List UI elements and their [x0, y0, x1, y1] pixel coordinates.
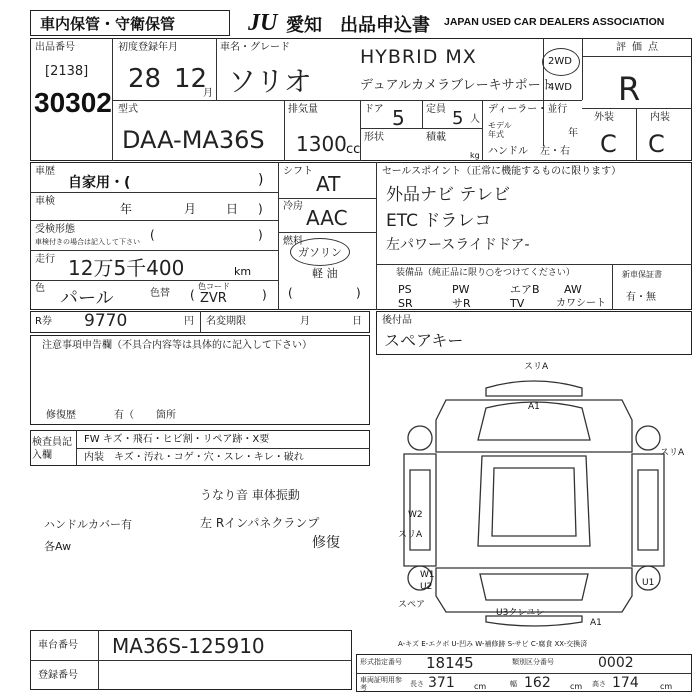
displacement-value: 1300: [296, 132, 347, 156]
color-code: ZVR: [200, 291, 227, 306]
warranty-label: 新車保証書: [622, 270, 662, 279]
drive-2wd-circle: [542, 48, 580, 76]
type-value: DAA-MA36S: [122, 126, 265, 154]
inspection-label: 車検: [35, 196, 55, 207]
equipment-ps: PS: [398, 283, 412, 296]
height-unit: cm: [660, 682, 673, 691]
inspection-month: 月: [184, 202, 197, 216]
shift-value: AT: [316, 172, 341, 196]
equipment-aw: AW: [564, 283, 582, 296]
damage-mark-3: スリA: [660, 448, 685, 458]
damage-mark-7: W1: [420, 570, 435, 580]
after-parts-label: 後付品: [382, 315, 412, 326]
ref-label: 車両証明用参考: [360, 676, 402, 692]
lot-label: 出品番号: [35, 42, 75, 53]
chassis-value: MA36S-125910: [112, 634, 265, 658]
receipt-note: 車検付きの場合は記入して下さい: [35, 238, 140, 246]
length-value: 371: [428, 675, 455, 691]
color-code-label: 色コード: [198, 282, 230, 291]
brand-logo: [248, 10, 288, 36]
model-name: ソリオ: [228, 65, 312, 98]
handle-label: ハンドル: [488, 146, 528, 157]
color-change-label: 色替: [150, 288, 170, 299]
notes-label: 注意事項申告欄（不具合内容等は具体的に記入して下さい）: [42, 340, 312, 351]
name-change-month: 月: [300, 316, 310, 327]
damage-mark-2: A1: [528, 402, 540, 412]
dealer-label: ディーラー・並行: [488, 104, 568, 115]
grade-line2: デュアルカメラブレーキサポート: [360, 78, 554, 93]
inspector-comment-4: ハンドルカバー有: [44, 518, 132, 531]
equipment-leather: カワシート: [556, 298, 606, 309]
load-label: 積載: [426, 132, 446, 143]
evaluation-score: R: [618, 70, 641, 108]
aircon-label: 冷房: [283, 201, 303, 212]
doors-value: 5: [392, 106, 405, 130]
inspector-fw-row: FW キズ・飛石・ヒビ割・リペア跡・X要: [84, 434, 270, 445]
damage-mark-5: スリA: [398, 530, 423, 540]
color-label: 色: [35, 283, 45, 294]
inspector-comment-3: 修復: [312, 535, 340, 551]
color-code-open: (: [190, 288, 195, 302]
brand-mark: JU: [248, 10, 278, 36]
registration-month-unit: 月: [203, 88, 213, 99]
evaluation-exterior-label: 外装: [594, 112, 614, 123]
fuel-circle: [290, 238, 350, 266]
selling-point-3: 左パワースライドドア-: [386, 237, 530, 253]
grade-line1: HYBRID MX: [360, 46, 477, 68]
fuel-close: ): [356, 286, 361, 300]
inspector-label: 検査員記入欄: [32, 437, 72, 461]
name-change-label: 名変期限: [206, 316, 246, 327]
load-unit: kg: [470, 151, 480, 160]
evaluation-interior-label: 内装: [650, 112, 670, 123]
capacity-label: 定員: [426, 104, 446, 115]
auth-value: 18145: [426, 654, 474, 672]
drive-4wd: 4WD: [548, 82, 572, 93]
fuel-alt: 軽 油: [312, 267, 338, 280]
equipment-pw: PW: [452, 283, 470, 296]
equipment-airbag: エアB: [510, 283, 540, 296]
damage-mark-1: スリA: [524, 362, 549, 372]
auth-label: 形式指定番号: [360, 658, 402, 666]
inspector-int-label: 内装: [84, 452, 104, 463]
evaluation-exterior: C: [600, 130, 617, 158]
diagram-legend: A-キズ E-エクボ U-凹み W-補修跡 S-サビ C-腐食 XX-交換済: [398, 640, 588, 648]
height-value: 174: [612, 675, 639, 691]
mileage-label: 走行: [35, 254, 55, 265]
model-label: 車名・グレード: [220, 42, 290, 53]
equipment-label: 装備品（純正品に限り○をつけてください）: [396, 268, 575, 278]
registration-label: 初度登録年月: [118, 42, 178, 53]
registration-month: 12: [174, 64, 208, 94]
plate-label: 登録番号: [38, 670, 78, 681]
recycle-value: 9770: [84, 311, 128, 331]
capacity-value: 5: [452, 108, 464, 129]
lot-sub-number: [2138]: [45, 64, 89, 79]
equipment-sr: SR: [398, 297, 413, 310]
length-unit: cm: [474, 682, 487, 691]
width-label: 幅: [510, 680, 517, 688]
receipt-close: ): [258, 228, 263, 242]
equipment-tv: TV: [510, 297, 525, 310]
type-label: 型式: [118, 104, 138, 115]
after-parts-value: スペアキー: [384, 331, 464, 350]
selling-point-1: 外品ナビ テレビ: [386, 185, 511, 205]
inspector-int-row: キズ・汚れ・コゲ・穴・スレ・キレ・破れ: [114, 452, 304, 463]
inspector-comment-5: 各Aw: [44, 540, 72, 553]
handle-options: 左・右: [540, 146, 570, 157]
lot-number: 30302: [34, 87, 112, 118]
shift-label: シフト: [283, 166, 313, 177]
damage-mark-10: A1: [590, 618, 602, 628]
mileage-unit: km: [234, 265, 252, 278]
capacity-unit: 人: [470, 114, 480, 125]
model-year-label: モデル年式: [488, 121, 512, 139]
fuel-open: (: [288, 286, 293, 300]
class-value: 0002: [598, 655, 634, 671]
inspector-comment-2: 左 Rインパネクランプ: [200, 516, 320, 530]
damage-mark-8: U2: [420, 582, 433, 592]
form-title: 出品申込書: [340, 15, 430, 36]
receipt-open: (: [150, 228, 155, 242]
color-code-close: ): [262, 288, 267, 302]
width-unit: cm: [570, 682, 583, 691]
brand-name: 愛知: [286, 15, 322, 36]
shape-label: 形状: [364, 132, 384, 143]
length-label: 長さ: [410, 680, 424, 688]
fuel-label: 燃料: [283, 236, 303, 247]
displacement-unit: cc: [346, 142, 361, 157]
aircon-value: AAC: [306, 206, 348, 230]
selling-point-2: ETC ドラレコ: [386, 211, 492, 231]
selling-points-label: セールスポイント（正常に機能するものに限ります）: [382, 166, 622, 177]
chassis-label: 車台番号: [38, 640, 78, 651]
inspection-day: 日: [226, 202, 239, 216]
name-change-day: 日: [352, 316, 362, 327]
recycle-label: R券: [35, 316, 52, 327]
damage-mark-11: スペア: [398, 600, 426, 610]
evaluation-label: 評価点: [616, 42, 664, 53]
doors-label: ドア: [364, 104, 384, 115]
inspection-year: 年: [120, 202, 133, 216]
inspector-comment-1: うなり音 車体振動: [200, 488, 300, 502]
damage-mark-6: U1: [642, 578, 655, 588]
width-value: 162: [524, 675, 551, 691]
drive-2wd: 2WD: [548, 56, 572, 67]
warranty-options: 有・無: [626, 292, 656, 303]
history-value: 自家用・(: [68, 175, 131, 191]
association-name: JAPAN USED CAR DEALERS ASSOCIATION: [444, 16, 665, 28]
damage-mark-4: W2: [408, 510, 423, 520]
inspection-close: ): [258, 202, 263, 216]
storage-title: 車内保管・守衛保管: [40, 15, 176, 33]
registration-year: 28: [128, 64, 162, 94]
repair-value: 有（: [114, 410, 134, 421]
evaluation-interior: C: [648, 130, 665, 158]
displacement-label: 排気量: [288, 104, 318, 115]
history-close: ): [258, 172, 264, 188]
recycle-unit: 円: [184, 316, 194, 327]
repair-close: 箇所: [156, 410, 176, 421]
color-value: パール: [60, 288, 114, 309]
damage-mark-9: U3クレユレ: [496, 608, 545, 618]
model-year-unit: 年: [568, 128, 578, 139]
mileage-value: 12万5千400: [68, 256, 185, 280]
repair-label: 修復歴: [46, 410, 76, 421]
equipment-sar: サR: [452, 297, 471, 310]
class-label: 類別区分番号: [512, 658, 554, 666]
history-label: 車歴: [35, 166, 55, 177]
height-label: 高さ: [592, 680, 606, 688]
receipt-label: 受検形態: [35, 224, 75, 235]
fuel-value: ガソリン: [298, 246, 342, 259]
